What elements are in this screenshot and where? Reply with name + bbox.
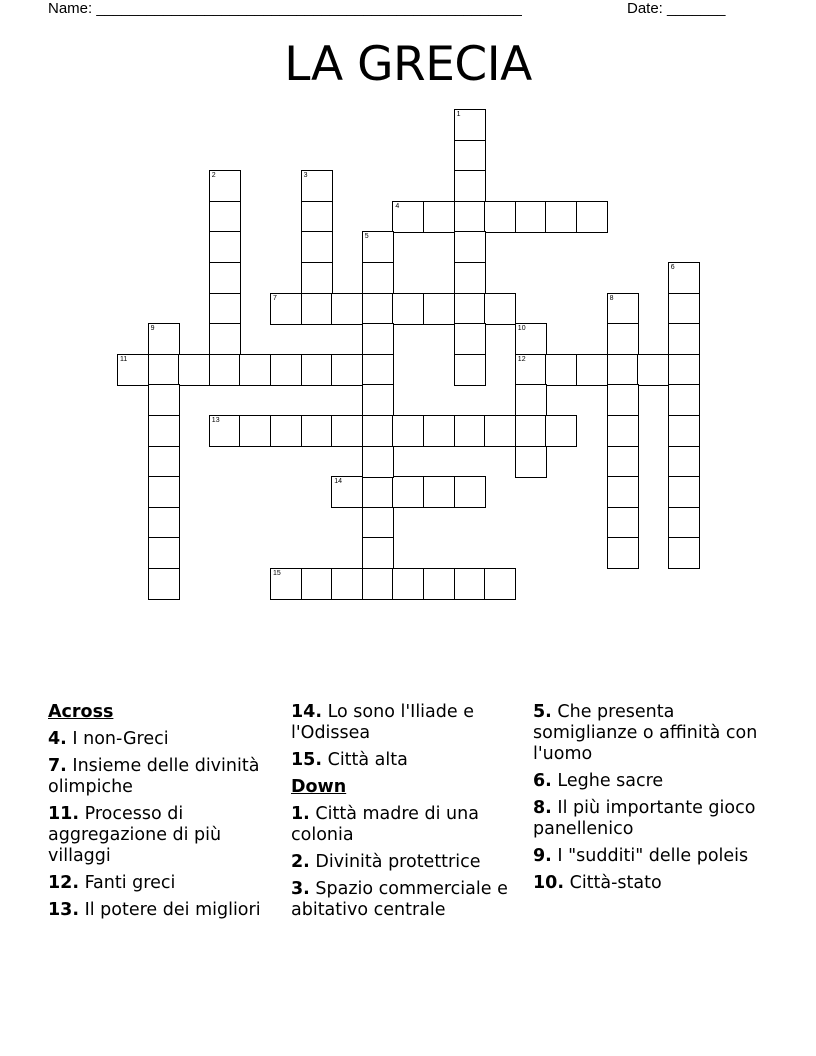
grid-cell[interactable] xyxy=(484,201,516,233)
clue-number: 6 xyxy=(670,264,675,271)
grid-cell[interactable] xyxy=(270,415,302,447)
clue-item xyxy=(533,846,763,867)
grid-cell[interactable] xyxy=(454,262,486,294)
grid-cell[interactable] xyxy=(209,170,241,202)
clue-number: 2 xyxy=(211,172,216,180)
grid-cell[interactable] xyxy=(239,354,271,386)
clue-item xyxy=(48,756,273,798)
grid-cell[interactable] xyxy=(454,568,486,600)
grid-cell[interactable] xyxy=(209,293,241,325)
clue-item-text: Fanti greci xyxy=(84,873,176,893)
clue-item-number: 15. xyxy=(291,750,323,770)
grid-cell[interactable] xyxy=(270,354,302,386)
clue-item-text: Processo di aggregazione di più villaggi xyxy=(48,804,222,866)
grid-cell[interactable] xyxy=(362,568,394,600)
grid-cell[interactable] xyxy=(576,354,608,386)
clue-item-number: 14. xyxy=(291,702,323,722)
grid-cell[interactable] xyxy=(668,537,700,569)
grid-cell[interactable] xyxy=(668,293,700,325)
clue-item xyxy=(291,750,516,771)
grid-cell[interactable] xyxy=(331,476,363,508)
grid-cell[interactable] xyxy=(607,384,639,416)
grid-cell[interactable] xyxy=(484,293,516,325)
grid-cell[interactable] xyxy=(423,415,455,447)
grid-cell[interactable] xyxy=(301,293,333,325)
grid-cell[interactable] xyxy=(301,568,333,600)
clue-item-text: Leghe sacre xyxy=(557,771,664,791)
grid-cell[interactable] xyxy=(545,354,577,386)
grid-cell[interactable] xyxy=(362,384,394,416)
clue-item-number: 13. xyxy=(48,900,80,920)
grid-cell[interactable] xyxy=(668,262,700,294)
grid-cell[interactable] xyxy=(423,476,455,508)
clue-number: 9 xyxy=(150,325,155,333)
clue-item xyxy=(533,798,763,840)
grid-cell[interactable] xyxy=(148,446,180,478)
grid-cell[interactable] xyxy=(515,415,547,447)
grid-cell[interactable] xyxy=(668,354,700,386)
grid-cell[interactable] xyxy=(607,415,639,447)
grid-cell[interactable] xyxy=(362,415,394,447)
grid-cell[interactable] xyxy=(607,446,639,478)
clue-item xyxy=(533,771,763,792)
grid-cell[interactable] xyxy=(209,231,241,263)
grid-cell[interactable] xyxy=(148,537,180,569)
clue-item-text: Città alta xyxy=(327,750,408,770)
grid-cell[interactable] xyxy=(607,476,639,508)
clue-item xyxy=(291,879,516,921)
grid-cell[interactable] xyxy=(392,476,424,508)
clue-item xyxy=(48,873,273,894)
clue-number: 10 xyxy=(517,325,526,333)
grid-cell[interactable] xyxy=(668,415,700,447)
grid-cell[interactable] xyxy=(515,323,547,355)
clue-item xyxy=(48,804,273,867)
grid-cell[interactable] xyxy=(607,323,639,355)
grid-cell[interactable] xyxy=(148,507,180,539)
grid-cell[interactable] xyxy=(331,568,363,600)
grid-cell[interactable] xyxy=(668,323,700,355)
grid-cell[interactable] xyxy=(454,201,486,233)
clue-item-text: Divinità protettrice xyxy=(315,852,481,872)
grid-cell[interactable] xyxy=(117,354,149,386)
clue-number: 5 xyxy=(364,233,369,241)
clue-number: 1 xyxy=(456,111,461,118)
clue-item-number: 8. xyxy=(533,798,552,818)
grid-cell[interactable] xyxy=(515,384,547,416)
grid-cell[interactable] xyxy=(301,415,333,447)
clue-item-text: Insieme delle divinità olimpiche xyxy=(48,756,260,797)
grid-cell[interactable] xyxy=(392,201,424,233)
grid-cell[interactable] xyxy=(668,446,700,478)
clue-item xyxy=(48,729,273,750)
grid-cell[interactable] xyxy=(148,568,180,600)
clue-number: 3 xyxy=(303,172,308,180)
grid-cell[interactable] xyxy=(148,415,180,447)
grid-cell[interactable] xyxy=(607,537,639,569)
date-field-label[interactable]: Date: _______ xyxy=(627,0,726,17)
clue-item-text: Città madre di una colonia xyxy=(291,804,479,845)
clue-item-text: Il potere dei migliori xyxy=(84,900,261,920)
grid-cell[interactable] xyxy=(392,293,424,325)
grid-cell[interactable] xyxy=(331,354,363,386)
grid-cell[interactable] xyxy=(148,476,180,508)
grid-cell[interactable] xyxy=(454,323,486,355)
grid-cell[interactable] xyxy=(301,231,333,263)
grid-cell[interactable] xyxy=(362,476,394,508)
clue-item-text: Lo sono l'Iliade e l'Odissea xyxy=(291,702,474,743)
grid-cell[interactable] xyxy=(607,293,639,325)
clue-item-number: 1. xyxy=(291,804,310,824)
clue-item xyxy=(533,702,763,765)
grid-cell[interactable] xyxy=(515,201,547,233)
clue-item-text: Il più importante gioco panellenico xyxy=(533,798,756,839)
grid-cell[interactable] xyxy=(637,354,669,386)
grid-cell[interactable] xyxy=(454,109,486,141)
grid-cell[interactable] xyxy=(668,476,700,508)
grid-cell[interactable] xyxy=(209,415,241,447)
grid-cell[interactable] xyxy=(545,201,577,233)
grid-cell[interactable] xyxy=(423,293,455,325)
clue-number: 14 xyxy=(334,478,342,486)
grid-cell[interactable] xyxy=(515,446,547,478)
clue-item xyxy=(533,873,763,894)
grid-cell[interactable] xyxy=(362,262,394,294)
clue-item-text: I non-Greci xyxy=(72,729,169,749)
clue-item-text: Spazio commerciale e abitativo centrale xyxy=(291,879,508,920)
clue-item-number: 12. xyxy=(48,873,80,893)
clue-item-number: 11. xyxy=(48,804,80,824)
grid-cell[interactable] xyxy=(239,415,271,447)
grid-cell[interactable] xyxy=(576,201,608,233)
grid-cell[interactable] xyxy=(362,293,394,325)
grid-cell[interactable] xyxy=(454,354,486,386)
grid-cell[interactable] xyxy=(454,231,486,263)
grid-cell[interactable] xyxy=(484,415,516,447)
clue-item-number: 10. xyxy=(533,873,565,893)
grid-cell[interactable] xyxy=(362,231,394,263)
grid-cell[interactable] xyxy=(362,507,394,539)
clue-item-text: Che presenta somiglianze o affinità con l'uomo xyxy=(533,702,758,764)
grid-cell[interactable] xyxy=(209,201,241,233)
grid-cell[interactable] xyxy=(607,354,639,386)
grid-cell[interactable] xyxy=(423,568,455,600)
clue-number: 13 xyxy=(211,417,220,424)
clues-column-1 xyxy=(48,702,273,927)
grid-cell[interactable] xyxy=(454,476,486,508)
grid-cell[interactable] xyxy=(301,201,333,233)
clue-item-text: I "sudditi" delle poleis xyxy=(557,846,749,866)
clue-item-number: 5. xyxy=(533,702,552,722)
clue-item-number: 2. xyxy=(291,852,310,872)
grid-cell[interactable] xyxy=(148,384,180,416)
clue-item-number: 9. xyxy=(533,846,552,866)
clue-number: 12 xyxy=(517,355,526,363)
grid-cell[interactable] xyxy=(301,354,333,386)
clues-column-2 xyxy=(291,702,516,927)
clue-item-number: 3. xyxy=(291,879,310,899)
header xyxy=(48,0,748,20)
grid-cell[interactable] xyxy=(454,140,486,172)
across-heading: Across xyxy=(48,702,114,722)
grid-cell[interactable] xyxy=(668,384,700,416)
grid-cell[interactable] xyxy=(209,354,241,386)
grid-cell[interactable] xyxy=(423,201,455,233)
grid-cell[interactable] xyxy=(668,507,700,539)
clues-column-3 xyxy=(533,702,763,900)
clue-item xyxy=(48,900,273,921)
grid-cell[interactable] xyxy=(515,354,547,386)
grid-cell[interactable] xyxy=(178,354,210,386)
clue-number: 7 xyxy=(273,294,277,302)
grid-cell[interactable] xyxy=(454,170,486,202)
grid-cell[interactable] xyxy=(545,415,577,447)
grid-cell[interactable] xyxy=(301,262,333,294)
grid-cell[interactable] xyxy=(148,323,180,355)
clue-item-number: 7. xyxy=(48,756,67,776)
name-field-label[interactable]: Name: ___________________________________________________ xyxy=(48,0,522,17)
clue-item-text: Città-stato xyxy=(569,873,662,893)
grid-cell[interactable] xyxy=(362,354,394,386)
down-heading: Down xyxy=(291,777,347,797)
grid-cell[interactable] xyxy=(362,446,394,478)
grid-cell[interactable] xyxy=(454,415,486,447)
grid-cell[interactable] xyxy=(209,262,241,294)
clue-item xyxy=(291,804,516,846)
grid-cell[interactable] xyxy=(331,293,363,325)
grid-cell[interactable] xyxy=(148,354,180,386)
puzzle-title: LA GRECIA xyxy=(284,37,532,92)
clue-item-number: 6. xyxy=(533,771,552,791)
grid-cell[interactable] xyxy=(270,568,302,600)
grid-cell[interactable] xyxy=(607,507,639,539)
grid-cell[interactable] xyxy=(484,568,516,600)
grid-cell[interactable] xyxy=(362,537,394,569)
clue-number: 4 xyxy=(395,202,400,210)
clue-item xyxy=(291,702,516,744)
grid-cell[interactable] xyxy=(301,170,333,202)
grid-cell[interactable] xyxy=(331,415,363,447)
clue-item xyxy=(291,852,516,873)
clue-number: 15 xyxy=(273,570,281,577)
clue-number: 8 xyxy=(609,294,614,302)
clue-item-number: 4. xyxy=(48,729,67,749)
grid-cell[interactable] xyxy=(270,293,302,325)
grid-cell[interactable] xyxy=(362,323,394,355)
clue-number: 11 xyxy=(120,355,128,363)
grid-cell[interactable] xyxy=(454,293,486,325)
grid-cell[interactable] xyxy=(209,323,241,355)
grid-cell[interactable] xyxy=(392,415,424,447)
grid-cell[interactable] xyxy=(392,568,424,600)
